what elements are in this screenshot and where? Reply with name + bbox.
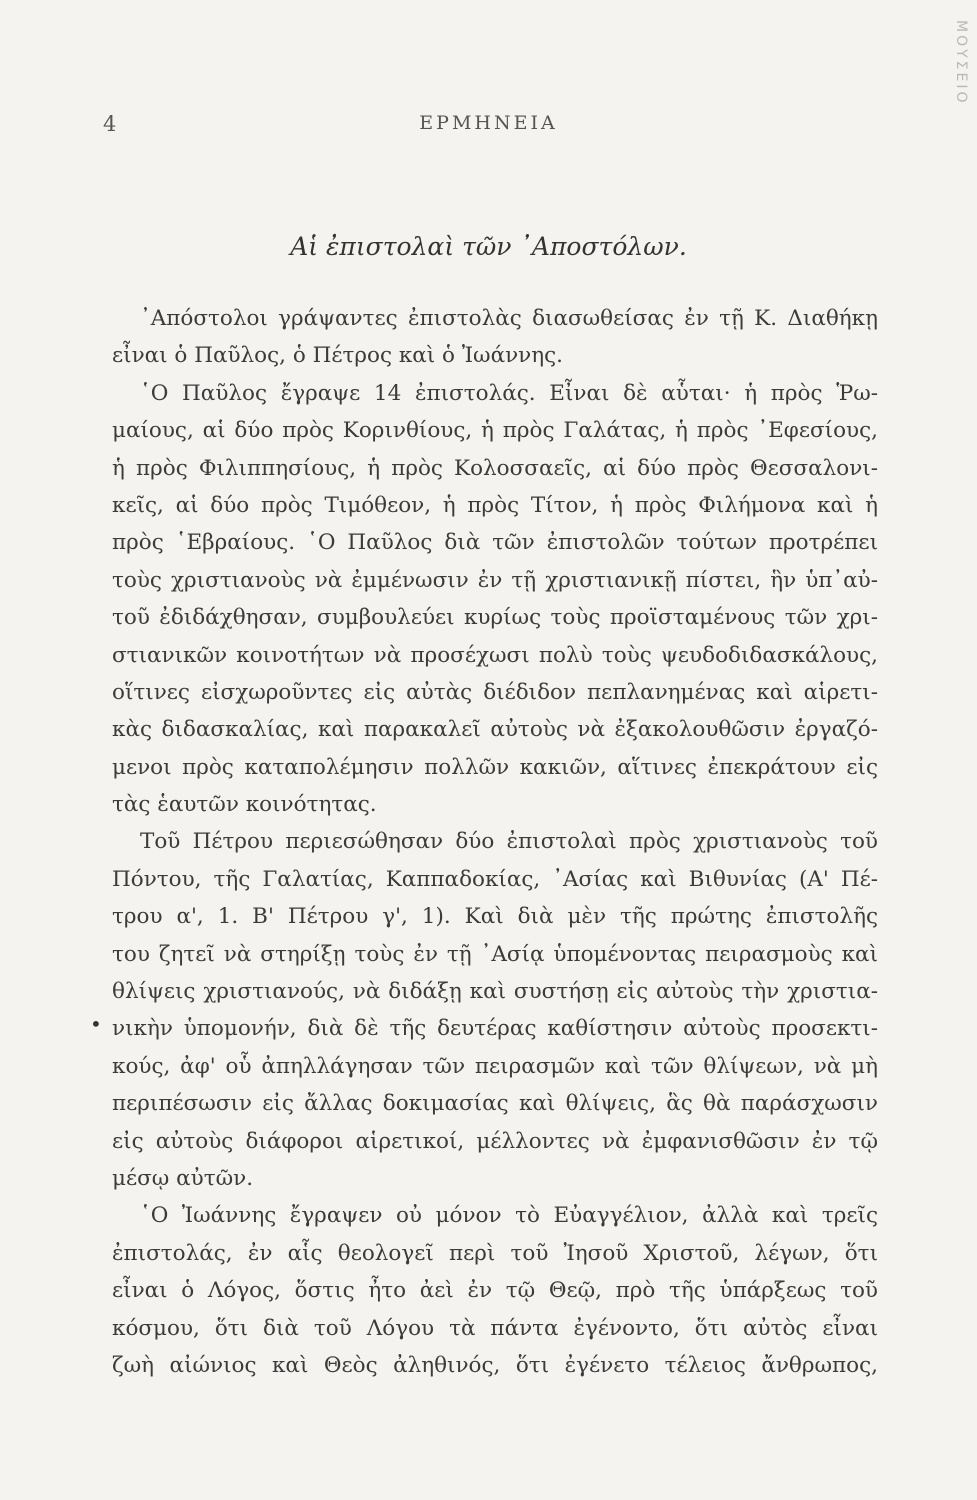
text-line: εἶναι ὁ Παῦλος, ὁ Πέτρος καὶ ὁ Ἰωάννης.: [112, 343, 563, 369]
text-line: κεῖς, αἱ δύο πρὸς Τιμόθεον, ἡ πρὸς Τίτον, ἡ πρὸς Φιλήμονα καὶ ἡ: [112, 492, 878, 518]
edge-stamp-text: ΜΟΥΣΕΙΟ: [953, 20, 969, 106]
text-line: κὰς διδασκαλίας, καὶ παρακαλεῖ αὐτοὺς νὰ ἐξακολουθῶσιν ἐργαζό-: [112, 717, 878, 743]
text-line: νικὴν ὑπομονήν, διὰ δὲ τῆς δευτέρας καθίστησιν αὐτοὺς προσεκτι-: [112, 1016, 878, 1042]
text-line: κούς, ἀφ' οὗ ἀπηλλάγησαν τῶν πειρασμῶν καὶ τῶν θλίψεων, νὰ μὴ: [112, 1053, 878, 1079]
text-line: ῾Ο Παῦλος ἔγραψε 14 ἐπιστολάς. Εἶναι δὲ αὗται· ἡ πρὸς Ῥω-: [140, 380, 878, 406]
text-line: εἶναι ὁ Λόγος, ὅστις ἦτο ἀεὶ ἐν τῷ Θεῷ, πρὸ τῆς ὑπάρξεως τοῦ: [112, 1278, 878, 1304]
text-line: του ζητεῖ νὰ στηρίξῃ τοὺς ἐν τῇ ᾿Ασίᾳ ὑπομένοντας πειρασμοὺς καὶ: [112, 941, 878, 967]
text-line: ῾Ο Ἰωάννης ἔγραψεν οὐ μόνον τὸ Εὐαγγέλιον, ἀλλὰ καὶ τρεῖς: [140, 1203, 878, 1229]
body-text: [112, 300, 878, 1384]
text-line: περιπέσωσιν εἰς ἄλλας δοκιμασίας καὶ θλίψεις, ἃς θὰ παράσχωσιν: [112, 1091, 878, 1117]
text-line: μενοι πρὸς καταπολέμησιν πολλῶν κακιῶν, αἵτινες ἐπεκράτουν εἰς: [112, 754, 878, 780]
section-title: Αἱ ἐπιστολαὶ τῶν ᾿Αποστόλων.: [290, 232, 687, 261]
text-line: ᾿Απόστολοι γράψαντες ἐπιστολὰς διασωθείσας ἐν τῇ Κ. Διαθήκῃ: [140, 306, 878, 331]
margin-mark: •: [90, 1012, 102, 1036]
text-line: τοὺς χριστιανοὺς νὰ ἐμμένωσιν ἐν τῇ χριστιανικῇ πίστει, ἣν ὑπ᾿αὐ-: [112, 567, 878, 593]
running-head: ΕΡΜΗΝΕΙΑ: [419, 112, 558, 134]
text-line: εἰς αὐτοὺς διάφοροι αἱρετικοί, μέλλοντες νὰ ἐμφανισθῶσιν ἐν τῷ: [112, 1128, 878, 1154]
text-line: πρὸς ῾Εβραίους. ῾Ο Παῦλος διὰ τῶν ἐπιστολῶν τούτων προτρέπει: [112, 530, 878, 556]
text-line: ἐπιστολάς, ἐν αἷς θεολογεῖ περὶ τοῦ Ἰησοῦ Χριστοῦ, λέγων, ὅτι: [112, 1240, 878, 1266]
text-line: στιανικῶν κοινοτήτων νὰ προσέχωσι πολὺ τοὺς ψευδοδιδασκάλους,: [112, 642, 878, 668]
text-line: οἵτινες εἰσχωροῦντες εἰς αὐτὰς διέδιδον πεπλανημένας καὶ αἱρετι-: [112, 679, 878, 705]
text-line: μαίους, αἱ δύο πρὸς Κορινθίους, ἡ πρὸς Γαλάτας, ἡ πρὸς ᾿Εφεσίους,: [112, 418, 878, 444]
edge-stamp: [951, 0, 977, 230]
text-line: Πόντου, τῆς Γαλατίας, Καππαδοκίας, ᾿Ασίας καὶ Βιθυνίας (Α' Πέ-: [112, 866, 878, 892]
text-line: τοῦ ἐδιδάχθησαν, συμβουλεύει κυρίως τοὺς προϊσταμένους τῶν χρι-: [112, 605, 878, 631]
text-line: ζωὴ αἰώνιος καὶ Θεὸς ἀληθινός, ὅτι ἐγένετο τέλειος ἄνθρωπος,: [112, 1352, 878, 1378]
text-line: κόσμου, ὅτι διὰ τοῦ Λόγου τὰ πάντα ἐγένοντο, ὅτι αὐτὸς εἶναι: [112, 1315, 878, 1341]
text-line: μέσῳ αὐτῶν.: [112, 1165, 254, 1191]
text-line: Τοῦ Πέτρου περιεσώθησαν δύο ἐπιστολαὶ πρὸς χριστιανοὺς τοῦ: [140, 829, 878, 855]
text-line: τρου α', 1. Β' Πέτρου γ', 1). Καὶ διὰ μὲν τῆς πρώτης ἐπιστολῆς: [112, 904, 878, 930]
page-number: 4: [103, 112, 117, 136]
text-line: ἡ πρὸς Φιλιππησίους, ἡ πρὸς Κολοσσαεῖς, αἱ δύο πρὸς Θεσσαλονι-: [112, 455, 878, 481]
text-line: τὰς ἑαυτῶν κοινότητας.: [112, 792, 377, 818]
text-line: θλίψεις χριστιανούς, νὰ διδάξῃ καὶ συστήσῃ εἰς αὐτοὺς τὴν χριστια-: [112, 979, 878, 1005]
